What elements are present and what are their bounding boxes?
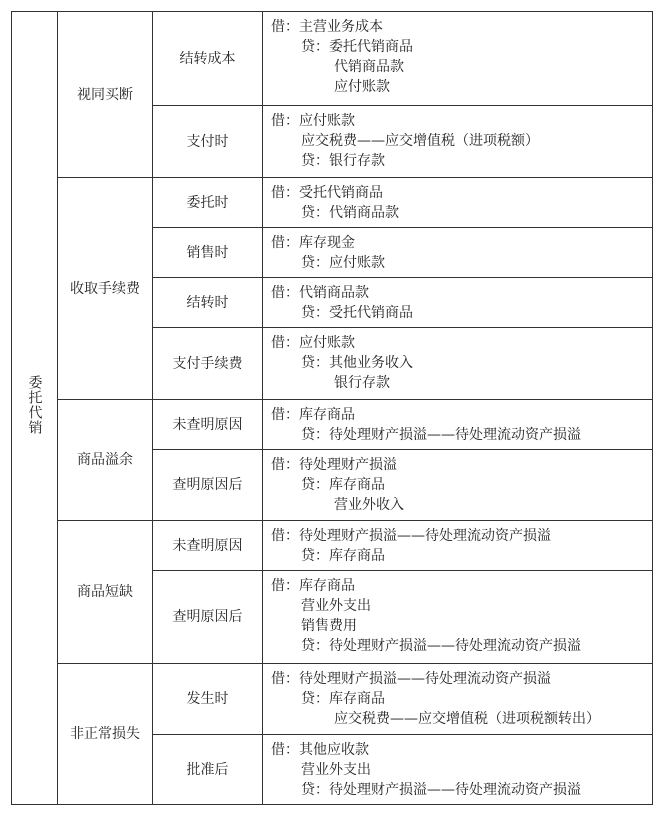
journal-entry-cell xyxy=(263,328,653,400)
entry-line: 应交税费——应交增值税（进项税额转出） xyxy=(334,711,600,727)
entry-line: 借：待处理财产损溢——待处理流动资产损溢 xyxy=(271,671,551,687)
entry-line: 贷：库存商品 xyxy=(301,548,385,564)
event-cell xyxy=(153,735,263,805)
entry-line: 借：库存商品 xyxy=(271,407,355,423)
entry-line: 借：其他应收款 xyxy=(271,742,369,758)
event-cell xyxy=(153,106,263,178)
entry-line: 贷：待处理财产损溢——待处理流动资产损溢 xyxy=(301,638,581,654)
entry-line: 借：代销商品款 xyxy=(271,285,369,301)
event-cell xyxy=(153,400,263,450)
event-cell xyxy=(153,278,263,328)
event-label: 批准后 xyxy=(186,761,229,778)
journal-entry-cell xyxy=(263,178,653,228)
entry-line: 贷：代销商品款 xyxy=(301,205,399,221)
group-label: 收取手续费 xyxy=(70,280,140,297)
group-label: 商品短缺 xyxy=(77,584,133,600)
event-label: 销售时 xyxy=(186,244,229,261)
event-label: 结转时 xyxy=(186,294,229,311)
entry-line: 营业外收入 xyxy=(334,497,404,513)
event-cell xyxy=(153,228,263,278)
event-cell xyxy=(153,571,263,664)
entry-line: 应付账款 xyxy=(334,79,390,95)
entry-line: 营业外支出 xyxy=(301,598,371,614)
journal-entry-cell xyxy=(263,106,653,178)
journal-entry-cell xyxy=(263,571,653,664)
entry-line: 贷：委托代销商品 xyxy=(301,39,413,55)
journal-entry-cell xyxy=(263,400,653,450)
entry-line: 营业外支出 xyxy=(301,762,371,778)
entry-line: 销售费用 xyxy=(301,618,357,634)
entry-line: 借：受托代销商品 xyxy=(271,185,383,201)
group-label-cell xyxy=(58,664,153,805)
group-label-cell xyxy=(58,521,153,664)
group-label-cell xyxy=(58,12,153,178)
entry-line: 银行存款 xyxy=(334,375,390,391)
entry-line: 贷：待处理财产损溢——待处理流动资产损溢 xyxy=(301,427,581,443)
entry-line: 借：主营业务成本 xyxy=(271,19,383,35)
event-label: 支付时 xyxy=(186,133,229,150)
event-label: 结转成本 xyxy=(179,50,236,67)
entry-line: 借：库存商品 xyxy=(271,578,355,594)
group-label: 非正常损失 xyxy=(70,726,140,742)
group-label-cell xyxy=(58,178,153,400)
journal-entry-cell xyxy=(263,278,653,328)
journal-entry-cell xyxy=(263,450,653,521)
event-label: 查明原因后 xyxy=(172,477,243,493)
group-label: 视同买断 xyxy=(77,86,133,103)
event-label: 委托时 xyxy=(186,194,229,211)
event-label: 发生时 xyxy=(186,691,229,707)
event-label: 未查明原因 xyxy=(172,537,243,554)
entry-line: 借：应付账款 xyxy=(271,113,355,129)
entry-line: 贷：库存商品 xyxy=(301,477,385,493)
journal-entry-cell xyxy=(263,228,653,278)
journal-entry-cell xyxy=(263,12,653,106)
group-label: 商品溢余 xyxy=(77,452,133,468)
accounting-entries-table xyxy=(11,11,653,805)
entry-line: 借：待处理财产损溢 xyxy=(271,457,397,473)
entry-line: 应交税费——应交增值税（进项税额） xyxy=(301,133,539,149)
event-cell xyxy=(153,12,263,106)
event-cell xyxy=(153,328,263,400)
event-cell xyxy=(153,664,263,735)
entry-line: 贷：应付账款 xyxy=(301,255,385,271)
event-label: 支付手续费 xyxy=(172,355,243,372)
entry-line: 借：待处理财产损溢——待处理流动资产损溢 xyxy=(271,528,551,544)
journal-entry-cell xyxy=(263,735,653,805)
entry-line: 贷：银行存款 xyxy=(301,153,385,169)
root-category-cell xyxy=(12,12,58,805)
journal-entry-cell xyxy=(263,664,653,735)
entry-line: 贷：其他业务收入 xyxy=(301,355,413,371)
event-label: 查明原因后 xyxy=(172,609,243,625)
event-label: 未查明原因 xyxy=(172,416,243,433)
event-cell xyxy=(153,521,263,571)
entry-line: 借：库存现金 xyxy=(271,235,355,251)
event-cell xyxy=(153,450,263,521)
root-category-label: 委托代销 xyxy=(26,375,43,435)
entry-line: 代销商品款 xyxy=(334,59,404,75)
entry-line: 贷：库存商品 xyxy=(301,691,385,707)
group-label-cell xyxy=(58,400,153,521)
entry-line: 贷：受托代销商品 xyxy=(301,305,413,321)
journal-entry-cell xyxy=(263,521,653,571)
entry-line: 贷：待处理财产损溢——待处理流动资产损溢 xyxy=(301,782,581,798)
event-cell xyxy=(153,178,263,228)
entry-line: 借：应付账款 xyxy=(271,335,355,351)
